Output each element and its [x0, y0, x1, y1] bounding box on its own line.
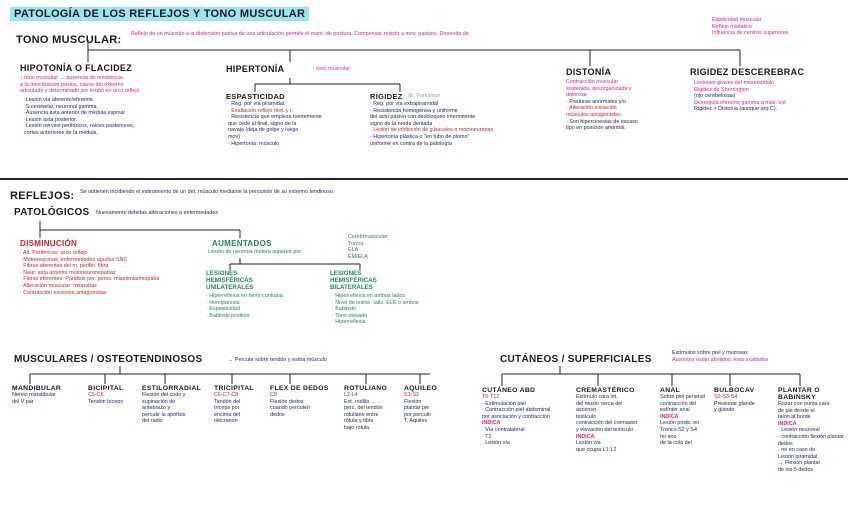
reflejo-desc: Rozar con punta cara de pie desde el talón al borde INDICA · Lesión neuronal · contracción flexión plantar dedos · no en caso de Lesión piramidal. → Flexión plantar de los 5 dedos	[778, 401, 844, 473]
rigidez-title: RIGIDEZ	[370, 92, 403, 101]
reflejo-name: BICIPITAL	[88, 385, 124, 392]
reflejo-desc: Flexión del codo y supinación de antebrazo y percutir la apófisis del radio	[142, 392, 186, 425]
reflejo-name: TRICIPITAL	[214, 385, 254, 392]
reflejo-desc: Tendón bíceps	[88, 398, 124, 405]
reflejo-name: BULBOCAV	[714, 387, 755, 394]
rigidez-subtitle: (E: Parkinson	[408, 93, 441, 99]
cutaneos-title: CUTÁNEOS / SUPERFICIALES	[500, 354, 652, 365]
reflejo-desc: Nervio mandibular del V par	[12, 392, 56, 405]
rigidez-desc: · Reg. por vía extrapiramidal · Resistencia homogénea y uniforme del acto pasivo con desbloqueo intermitente signo de la rueda dentada · Lesión de inhibición de g.basales o motoneuronas · Hipertonía plástica o "en tubo de plomo" uniforme en contra de la patología	[370, 101, 494, 147]
disminucion-title: DISMINUCIÓN	[20, 239, 78, 248]
tono-heading: TONO MUSCULAR:	[16, 34, 122, 46]
reflejo-desc: Tendón del tríceps por encima del olécranon	[214, 398, 241, 425]
patologicos-title: PATOLÓGICOS	[14, 207, 90, 218]
reflejo-name: AQUILEO	[404, 385, 438, 392]
hipertonia-subtitle: ↑ tono muscular	[312, 66, 351, 72]
reflejo-desc: · Estimulación piel · Contracción piel abdominal por asociación y contracción INDICA · Vía contralateral · T2 · Lesión vía	[482, 400, 551, 447]
reflejo-code: S1-S2	[404, 392, 419, 398]
musculares-sub: → Percute sobre tendón y estira músculo	[228, 357, 327, 363]
reflejo-name: FLEX DE DEDOS	[270, 385, 329, 392]
unilaterales-title: LESIONES HEMISFÉRICAS UNILATERALES	[206, 270, 254, 291]
hipotonia-desc: ↓ tono muscular → ausencia de resistencia a la movilización pasiva, causa del extremo articulado y determinado por lesión en arco reflejo	[20, 75, 140, 95]
reflejo-name: CUTÁNEO ABD	[482, 387, 536, 394]
reflejo-name: MANDIBULAR	[12, 385, 62, 392]
tono-definition: Reflejo de un músculo a la distensión pasiva de una articulación permite el mant. de postura. Compensar resistir a mov. pasivos. Depende de	[131, 31, 469, 37]
reflejo-name: ROTULIANO	[344, 385, 388, 392]
espasticidad-title: ESPASTICIDAD	[226, 92, 285, 101]
page-title: PATOLOGÍA DE LOS REFLEJOS Y TONO MUSCULAR	[10, 8, 309, 20]
reflejo-name: ANAL	[660, 387, 681, 394]
bilaterales-list: · Hiperreflexia en ambos lados · Nivel de lesión: tallo, ELE o ambos · Babinski · Tono elevado · Hiperreflexia	[332, 293, 419, 326]
reflejo-desc: Sobre piel perianal contracción del esfínter anal INDICA Lesión posib. en Tronco S2 y S4 no ano de la cola del	[660, 394, 705, 447]
reflejo-desc: Estímulo cara int. del muslo cerca del ascenso testículo contracción del cremaster y elevación del testículo INDICA Lesión vía que ocupa L1-L2	[576, 394, 638, 453]
rigidez-descerebrac-desc: Lesiones graves del mesencéfalo Rigidez de Sherrington (ojo cerebelosas) Desregula eferente gamma a más. ext Rigidez > Distonía (aunque arq C).	[694, 80, 786, 113]
disminucion-list: · Alt. Periféricas: arco reflejo · Motoneuronas: enfermedades agudas SNC · Fibras aferentes del m. perifér. fibra · Neur. asta anterior motoneuronopatías · Fibras eferentes: Parálisis per. peros. miastenia/miopatía · Alteración muscular: miopatías · Contracción excesiva antagonistas	[20, 250, 160, 296]
patologicos-subtitle: Nuevamente debidas alteraciones a enfermedades	[96, 210, 218, 216]
hipotonia-title: HIPOTONÍA O FLACIDEZ	[20, 63, 133, 73]
reflejo-code: T6-T12	[482, 394, 500, 400]
reflejo-name: ESTILORRADIAL	[142, 385, 202, 392]
aumentados-sub: Lesión de neurona motora superior por	[208, 249, 302, 255]
reflejos-definition: Se obtienen incidiendo el estiramiento de un det. músculo mediante la percusión de su extremo tendinoso.	[80, 189, 335, 195]
unilaterales-list: · Hiperreflexia en hemi-contralat. · Hemiparesia · Espasticidad · Babinski positivo	[206, 293, 285, 319]
tono-dependencies: Elasticidad muscular Reflejo miotático Influencia de centros superiores	[712, 17, 789, 37]
reflejo-desc: Ext. rodilla → perc. del tendón rotuliano entre rótula y tibia bajo rótula.	[344, 398, 383, 431]
distonia-desc: Contracción muscular sostenida, desorganizada y dolorosa · Posturas anormales y/o · Alteración iniciación músculos antagonistas · Son hipercinesias de escaso tipo en posición anormal.	[566, 79, 638, 132]
reflejo-desc: Flexión plantar pie por percutir T. Aquiles	[404, 398, 432, 425]
reflejo-name: PLANTAR O BABINSKY	[778, 387, 820, 401]
aumentados-causes: Cerebrovascular Tumor ELA EM/ELA	[348, 234, 388, 260]
musculares-title: MUSCULARES / OSTEOTENDINOSOS	[14, 354, 203, 365]
reflejo-desc: Flexión dedos cuando percuten dedos	[270, 398, 311, 418]
espasticidad-desc: · Reg. por vía piramidal. · Exaltación reflejo mot. y r. · Resistencia que empieza fuertemente que cede al final, signo de la navaja (deja de golpe y luego mov) · Hipertonía: músculo	[228, 101, 322, 147]
reflejo-code: C5-C6	[88, 392, 104, 398]
reflejo-code: C6-C7-C8	[214, 392, 239, 398]
reflejo-code: C8	[270, 392, 277, 398]
reflejo-code: L2-L4	[344, 392, 358, 398]
reflejos-heading: REFLEJOS:	[10, 190, 75, 202]
hipertonia-title: HIPERTONÍA	[226, 64, 285, 74]
hipotonia-bullets: ·Lesión vía aferente/eferente. ·S.cerebelar, neuronal gamma. ·Ausencia asta anterior de médula espinal ·Lesión asta posterior. ·Lesión nervios periféricos, raíces posteriores, cortes anteriores de la médula.	[24, 97, 135, 136]
reflejo-code: S2-S3-S4	[714, 394, 738, 400]
cutaneos-sub: Estímulos sobre piel y mucosas Ausentes están abolidos, está exaltados	[672, 350, 769, 363]
rigidez-descerebrac-title: RIGIDEZ DESCEREBRAC	[690, 67, 805, 77]
distonia-title: DISTONÍA	[566, 67, 612, 77]
aumentados-title: AUMENTADOS	[212, 239, 272, 248]
reflejo-name: CREMASTÉRICO	[576, 387, 635, 394]
reflejo-desc: Presionar glande y glande	[714, 400, 755, 414]
bilaterales-title: LESIONES HEMISFÉRICAS BILATERALES	[330, 270, 377, 291]
